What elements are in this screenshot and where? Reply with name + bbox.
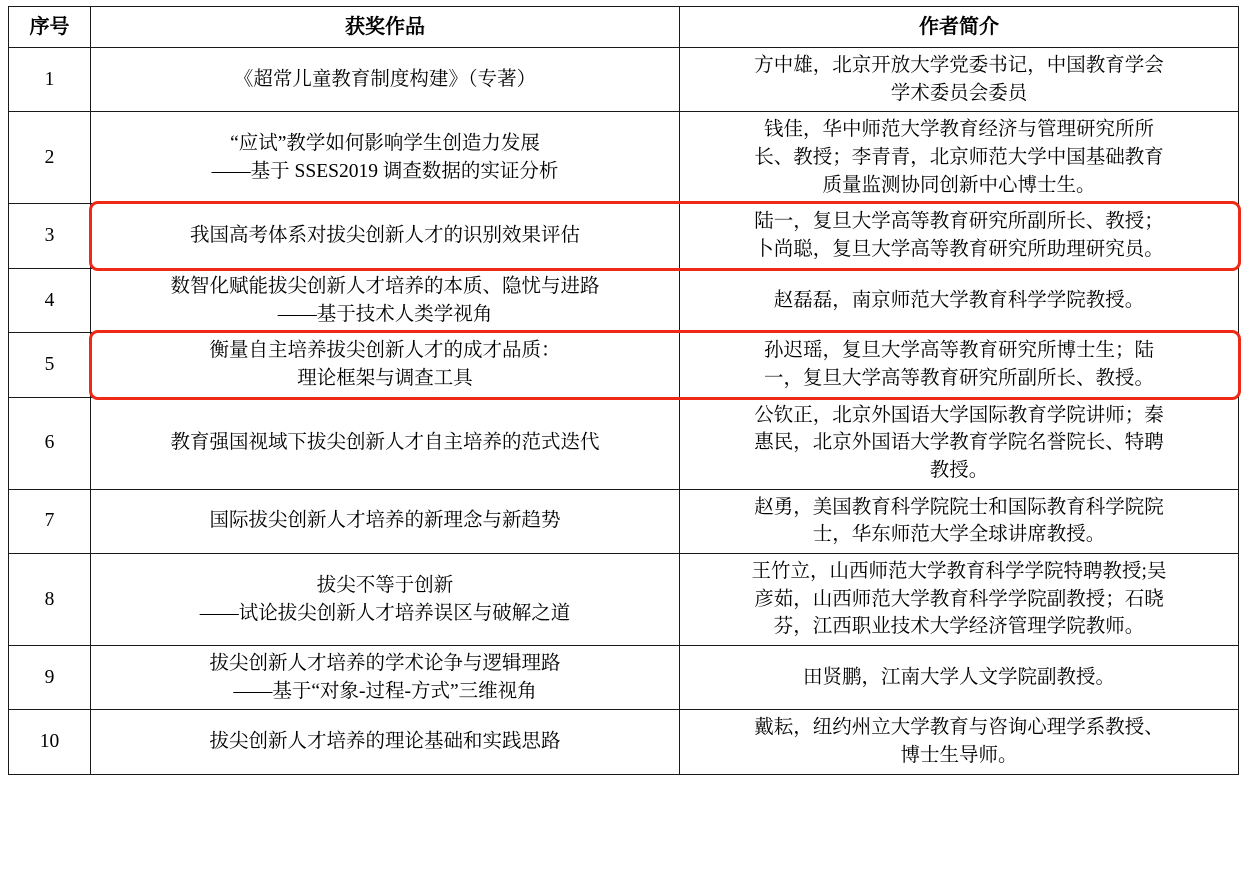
author-bio-line: 赵勇，美国教育科学院院士和国际教育科学院院 [754, 496, 1164, 518]
cell-author-bio [680, 489, 1239, 553]
table-row [9, 489, 1239, 553]
cell-author-bio [680, 268, 1239, 332]
column-header-work: 获奖作品 [91, 7, 680, 48]
table-row [9, 112, 1239, 204]
author-bio-line: 卜尚聪，复旦大学高等教育研究所助理研究员。 [754, 239, 1164, 261]
author-bio-line: 质量监测协同创新中心博士生。 [822, 174, 1096, 196]
table-row [9, 397, 1239, 489]
work-title-line: ——试论拔尖创新人才培养误区与破解之道 [199, 602, 571, 624]
cell-work-title [91, 397, 680, 489]
column-header-author: 作者简介 [680, 7, 1239, 48]
cell-seq: 4 [9, 268, 91, 332]
table-body [9, 48, 1239, 775]
cell-work-title [91, 112, 680, 204]
cell-seq: 1 [9, 48, 91, 112]
work-title-line: 国际拔尖创新人才培养的新理念与新趋势 [209, 510, 561, 532]
work-title-line: 《超常儿童教育制度构建》（专著） [233, 68, 537, 90]
work-title-line: 拔尖创新人才培养的学术论争与逻辑理路 [209, 653, 561, 675]
author-bio-line: 芬，江西职业技术大学经济管理学院教师。 [773, 616, 1145, 638]
cell-work-title [91, 204, 680, 268]
author-bio-line: 彦茹，山西师范大学教育科学学院副教授；石晓 [754, 588, 1164, 610]
cell-author-bio [680, 710, 1239, 774]
table-header [9, 7, 1239, 48]
work-title-line: 拔尖创新人才培养的理论基础和实践思路 [209, 731, 561, 753]
cell-work-title [91, 268, 680, 332]
cell-work-title [91, 710, 680, 774]
cell-seq: 7 [9, 489, 91, 553]
author-bio-line: 赵磊磊，南京师范大学教育科学学院教授。 [773, 289, 1145, 311]
cell-author-bio [680, 204, 1239, 268]
table-row [9, 554, 1239, 646]
cell-author-bio [680, 333, 1239, 397]
cell-author-bio [680, 397, 1239, 489]
author-bio-line: 陆一，复旦大学高等教育研究所副所长、教授； [754, 211, 1164, 233]
author-bio-line: 钱佳，华中师范大学教育经济与管理研究所所 [763, 119, 1154, 141]
work-title-line: ——基于技术人类学视角 [277, 303, 493, 325]
work-title-line: ——基于 SSES2019 调查数据的实证分析 [211, 160, 559, 182]
cell-seq: 5 [9, 333, 91, 397]
work-title-line: 教育强国视域下拔尖创新人才自主培养的范式迭代 [170, 432, 600, 454]
author-bio-line: 公钦正，北京外国语大学国际教育学院讲师；秦 [754, 404, 1164, 426]
author-bio-line: 博士生导师。 [900, 745, 1018, 767]
cell-seq: 6 [9, 397, 91, 489]
cell-author-bio [680, 554, 1239, 646]
table-row [9, 48, 1239, 112]
table-row [9, 710, 1239, 774]
work-title-line: 拔尖不等于创新 [316, 574, 454, 596]
table-row [9, 646, 1239, 710]
cell-seq: 9 [9, 646, 91, 710]
author-bio-line: 田贤鹏，江南大学人文学院副教授。 [802, 666, 1115, 688]
work-title-line: 数智化赋能拔尖创新人才培养的本质、隐忧与进路 [170, 275, 600, 297]
award-list-table [8, 6, 1239, 775]
cell-work-title [91, 489, 680, 553]
cell-work-title [91, 554, 680, 646]
work-title-line: 衡量自主培养拔尖创新人才的成才品质： [209, 340, 561, 362]
cell-seq: 8 [9, 554, 91, 646]
table-row [9, 333, 1239, 397]
cell-seq: 3 [9, 204, 91, 268]
author-bio-line: 一，复旦大学高等教育研究所副所长、教授。 [763, 367, 1154, 389]
column-header-seq: 序号 [9, 7, 91, 48]
cell-seq: 10 [9, 710, 91, 774]
cell-author-bio [680, 646, 1239, 710]
table-row [9, 204, 1239, 268]
author-bio-line: 孙迟瑶，复旦大学高等教育研究所博士生；陆 [763, 340, 1154, 362]
work-title-line: 我国高考体系对拔尖创新人才的识别效果评估 [189, 225, 580, 247]
cell-author-bio [680, 112, 1239, 204]
author-bio-line: 惠民，北京外国语大学教育学院名誉院长、特聘 [754, 432, 1164, 454]
work-title-line: “应试”教学如何影响学生创造力发展 [230, 133, 540, 155]
cell-seq: 2 [9, 112, 91, 204]
author-bio-line: 戴耘，纽约州立大学教育与咨询心理学系教授、 [754, 717, 1164, 739]
work-title-line: 理论框架与调查工具 [297, 367, 473, 389]
work-title-line: ——基于“对象-过程-方式”三维视角 [233, 680, 537, 702]
author-bio-line: 士，华东师范大学全球讲席教授。 [812, 524, 1106, 546]
cell-author-bio [680, 48, 1239, 112]
cell-work-title [91, 48, 680, 112]
author-bio-line: 学术委员会委员 [890, 82, 1028, 104]
author-bio-line: 长、教授；李青青，北京师范大学中国基础教育 [754, 147, 1164, 169]
author-bio-line: 方中雄，北京开放大学党委书记，中国教育学会 [754, 55, 1164, 76]
cell-work-title [91, 646, 680, 710]
table-row [9, 268, 1239, 332]
cell-work-title [91, 333, 680, 397]
author-bio-line: 王竹立，山西师范大学教育科学学院特聘教授;吴 [751, 561, 1167, 582]
author-bio-line: 教授。 [929, 459, 989, 481]
table-header-row [9, 7, 1239, 48]
